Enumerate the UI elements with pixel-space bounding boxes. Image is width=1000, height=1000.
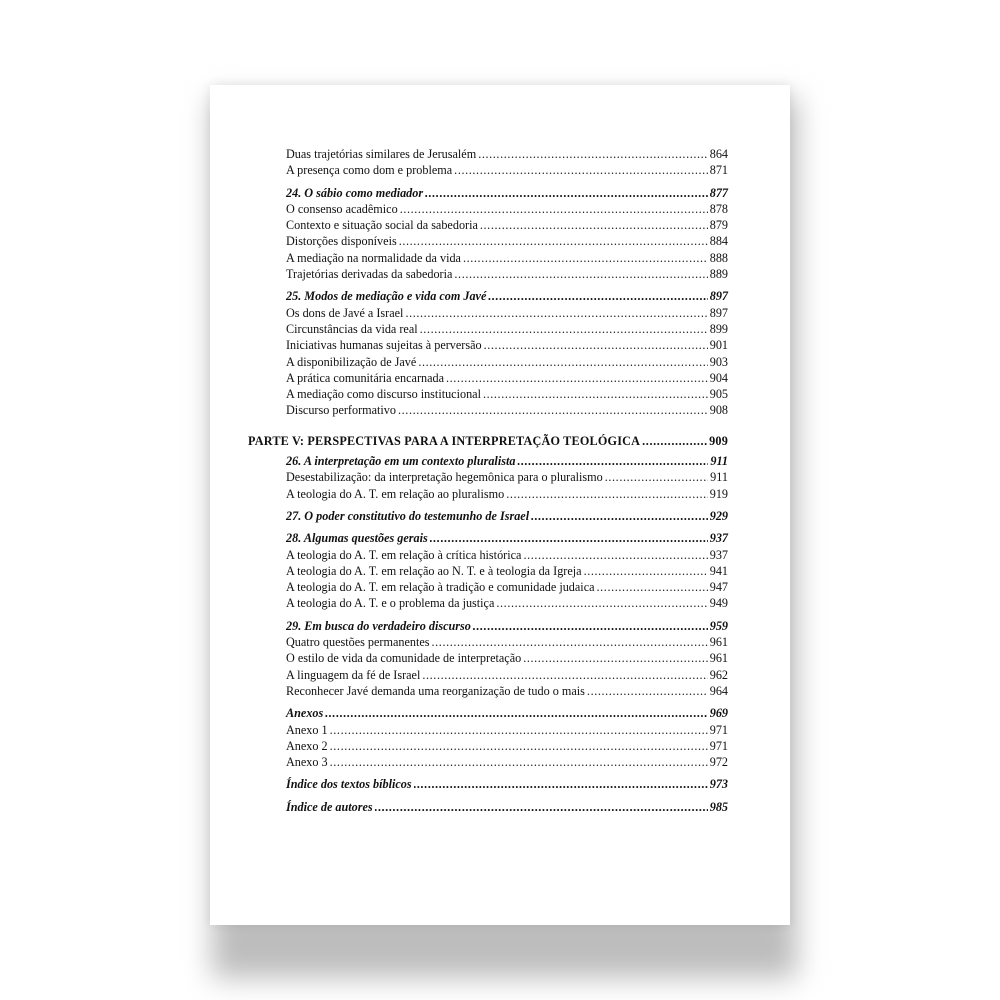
toc-entry-page: 864 <box>709 147 728 161</box>
toc-entry-page: 949 <box>709 596 728 611</box>
toc-entry-title: Distorções disponíveis <box>286 234 397 249</box>
toc-entry-page: 899 <box>709 321 728 336</box>
chapter-heading-indice-autores <box>248 799 728 815</box>
toc-entry <box>248 754 728 770</box>
dot-leader <box>506 486 708 502</box>
dot-leader <box>488 288 707 304</box>
dot-leader <box>405 305 707 321</box>
dot-leader <box>454 266 707 282</box>
toc-entry-page: 879 <box>709 218 728 233</box>
toc-entry-title: Os dons de Javé a Israel <box>286 305 404 320</box>
chapter-page: 897 <box>709 289 728 304</box>
toc-entry <box>248 233 728 249</box>
dot-leader <box>642 433 707 449</box>
toc-entry <box>248 486 728 502</box>
toc-entry-title: Duas trajetórias similares de Jerusalém <box>286 147 477 161</box>
dot-leader <box>430 530 708 546</box>
toc-entry-page: 937 <box>709 547 728 562</box>
toc-entry <box>248 595 728 611</box>
part-heading-v <box>248 433 728 449</box>
toc-entry-page: 961 <box>709 651 728 666</box>
toc-entry-title: A mediação como discurso institucional <box>286 387 481 402</box>
dot-leader <box>330 754 708 770</box>
dot-leader <box>330 738 708 754</box>
chapter-title: 27. O poder constitutivo do testemunho de Israel <box>286 508 530 523</box>
toc-entry <box>248 722 728 738</box>
part-page: 909 <box>709 433 728 448</box>
toc-entry <box>248 402 728 418</box>
toc-entry-page: 971 <box>709 738 728 753</box>
toc-entry <box>248 146 728 162</box>
toc-entry <box>248 305 728 321</box>
toc-entry-title: A teologia do A. T. e o problema da justiça <box>286 596 495 611</box>
toc-entry <box>248 370 728 386</box>
toc-entry-title: Anexo 3 <box>286 755 328 770</box>
dot-leader <box>375 799 708 815</box>
toc-entry-page: 871 <box>709 163 728 178</box>
toc-entry <box>248 634 728 650</box>
toc-entry-title: Iniciativas humanas sujeitas à perversão <box>286 338 482 353</box>
chapter-page: 985 <box>709 799 728 814</box>
toc-entry-title: Anexo 1 <box>286 722 328 737</box>
toc-entry <box>248 354 728 370</box>
toc-entry-page: 901 <box>709 338 728 353</box>
toc-entry-page: 941 <box>709 563 728 578</box>
toc-entry-page: 972 <box>709 755 728 770</box>
toc-entry-page: 897 <box>709 305 728 320</box>
dot-leader <box>517 453 708 469</box>
chapter-title: Índice dos textos bíblicos <box>286 777 412 792</box>
dot-leader <box>483 386 708 402</box>
dot-leader <box>463 250 708 266</box>
dot-leader <box>418 354 707 370</box>
toc-entry <box>248 386 728 402</box>
chapter-page: 911 <box>710 454 728 469</box>
chapter-heading-27 <box>248 508 728 524</box>
toc-entry-page: 903 <box>709 354 728 369</box>
toc-entry-page: 905 <box>709 387 728 402</box>
chapter-title: 28. Algumas questões gerais <box>286 531 428 546</box>
chapter-page: 969 <box>709 706 728 721</box>
chapter-title: 25. Modos de mediação e vida com Javé <box>286 289 487 304</box>
toc-entry <box>248 650 728 666</box>
chapter-heading-24 <box>248 185 728 201</box>
chapter-heading-26 <box>248 453 728 469</box>
toc-entry-title: Trajetórias derivadas da sabedoria <box>286 267 453 282</box>
toc-entry <box>248 469 728 485</box>
chapter-page: 877 <box>709 185 728 200</box>
dot-leader <box>425 185 708 201</box>
dot-leader <box>473 618 708 634</box>
dot-leader <box>523 650 708 666</box>
chapter-heading-29 <box>248 618 728 634</box>
chapter-page: 973 <box>709 777 728 792</box>
toc-entry-title: Circunstâncias da vida real <box>286 321 418 336</box>
toc-entry <box>248 738 728 754</box>
dot-leader <box>325 705 707 721</box>
toc-entry-page: 971 <box>709 722 728 737</box>
part-title: PARTE V: PERSPECTIVAS PARA A INTERPRETAÇÃO TEOLÓGICA <box>248 433 641 448</box>
chapter-title: Índice de autores <box>286 799 373 814</box>
chapter-title: 26. A interpretação em um contexto pluralista <box>286 454 516 469</box>
dot-leader <box>597 579 708 595</box>
dot-leader <box>414 776 708 792</box>
dot-leader <box>587 683 708 699</box>
toc-entry-page: 964 <box>709 683 728 698</box>
toc-entry <box>248 201 728 217</box>
dot-leader <box>420 321 708 337</box>
dot-leader <box>432 634 708 650</box>
toc-entry <box>248 579 728 595</box>
toc-entry <box>248 667 728 683</box>
toc-entry-title: A mediação na normalidade da vida <box>286 250 461 265</box>
dot-leader <box>480 217 708 233</box>
toc-entry-title: A linguagem da fé de Israel <box>286 667 421 682</box>
toc-entry-page: 961 <box>709 635 728 650</box>
dot-leader <box>478 146 708 162</box>
chapter-heading-indice-textos <box>248 776 728 792</box>
toc-entry-title: A presença como dom e problema <box>286 163 453 178</box>
toc-entry-page: 908 <box>709 403 728 418</box>
dot-leader <box>400 201 708 217</box>
dot-leader <box>399 233 708 249</box>
dot-leader <box>605 469 708 485</box>
chapter-page: 959 <box>709 618 728 633</box>
toc-entry-title: A disponibilização de Javé <box>286 354 417 369</box>
toc-entry-title: A teologia do A. T. em relação à crítica histórica <box>286 547 522 562</box>
chapter-page: 929 <box>709 508 728 523</box>
toc-entry-title: A teologia do A. T. em relação à tradição e comunidade judaica <box>286 580 595 595</box>
toc-entry-title: O estilo de vida da comunidade de interpretação <box>286 651 522 666</box>
toc-entry-page: 962 <box>709 667 728 682</box>
dot-leader <box>531 508 708 524</box>
toc-entry-page: 878 <box>709 201 728 216</box>
dot-leader <box>584 563 708 579</box>
toc-entry-page: 911 <box>710 470 728 485</box>
toc-entry-page: 947 <box>709 580 728 595</box>
chapter-page: 937 <box>709 531 728 546</box>
toc-entry-title: Reconhecer Javé demanda uma reorganização de tudo o mais <box>286 683 585 698</box>
chapter-heading-anexos <box>248 705 728 721</box>
toc-entry-title: A prática comunitária encarnada <box>286 370 445 385</box>
dot-leader <box>422 667 707 683</box>
toc-entry-page: 919 <box>709 486 728 501</box>
toc-entry-title: A teologia do A. T. em relação ao N. T. e à teologia da Igreja <box>286 563 582 578</box>
toc-entry-title: Quatro questões permanentes <box>286 635 430 650</box>
toc-entry <box>248 683 728 699</box>
dot-leader <box>330 722 708 738</box>
toc-entry <box>248 321 728 337</box>
toc-entry <box>248 563 728 579</box>
dot-leader <box>523 547 707 563</box>
toc-entry-title: A teologia do A. T. em relação ao pluralismo <box>286 486 505 501</box>
dot-leader <box>454 162 708 178</box>
toc-entry-page: 889 <box>709 267 728 282</box>
dot-leader <box>446 370 708 386</box>
dot-leader <box>398 402 708 418</box>
toc-entry-page: 888 <box>709 250 728 265</box>
chapter-title: 24. O sábio como mediador <box>286 185 424 200</box>
chapter-title: Anexos <box>286 706 324 721</box>
table-of-contents <box>248 146 728 815</box>
toc-entry <box>248 547 728 563</box>
toc-entry-page: 904 <box>709 370 728 385</box>
toc-entry-title: Contexto e situação social da sabedoria <box>286 218 478 233</box>
chapter-heading-25 <box>248 288 728 304</box>
toc-entry <box>248 217 728 233</box>
chapter-heading-28 <box>248 530 728 546</box>
toc-entry <box>248 266 728 282</box>
dot-leader <box>484 337 708 353</box>
toc-entry <box>248 250 728 266</box>
chapter-title: 29. Em busca do verdadeiro discurso <box>286 618 471 633</box>
dot-leader <box>496 595 707 611</box>
toc-entry <box>248 162 728 178</box>
toc-entry-title: O consenso acadêmico <box>286 201 398 216</box>
toc-entry-page: 884 <box>709 234 728 249</box>
toc-entry <box>248 337 728 353</box>
toc-entry-title: Discurso performativo <box>286 403 396 418</box>
toc-entry-title: Desestabilização: da interpretação hegemônica para o pluralismo <box>286 470 603 485</box>
book-page <box>210 85 790 925</box>
toc-entry-title: Anexo 2 <box>286 738 328 753</box>
